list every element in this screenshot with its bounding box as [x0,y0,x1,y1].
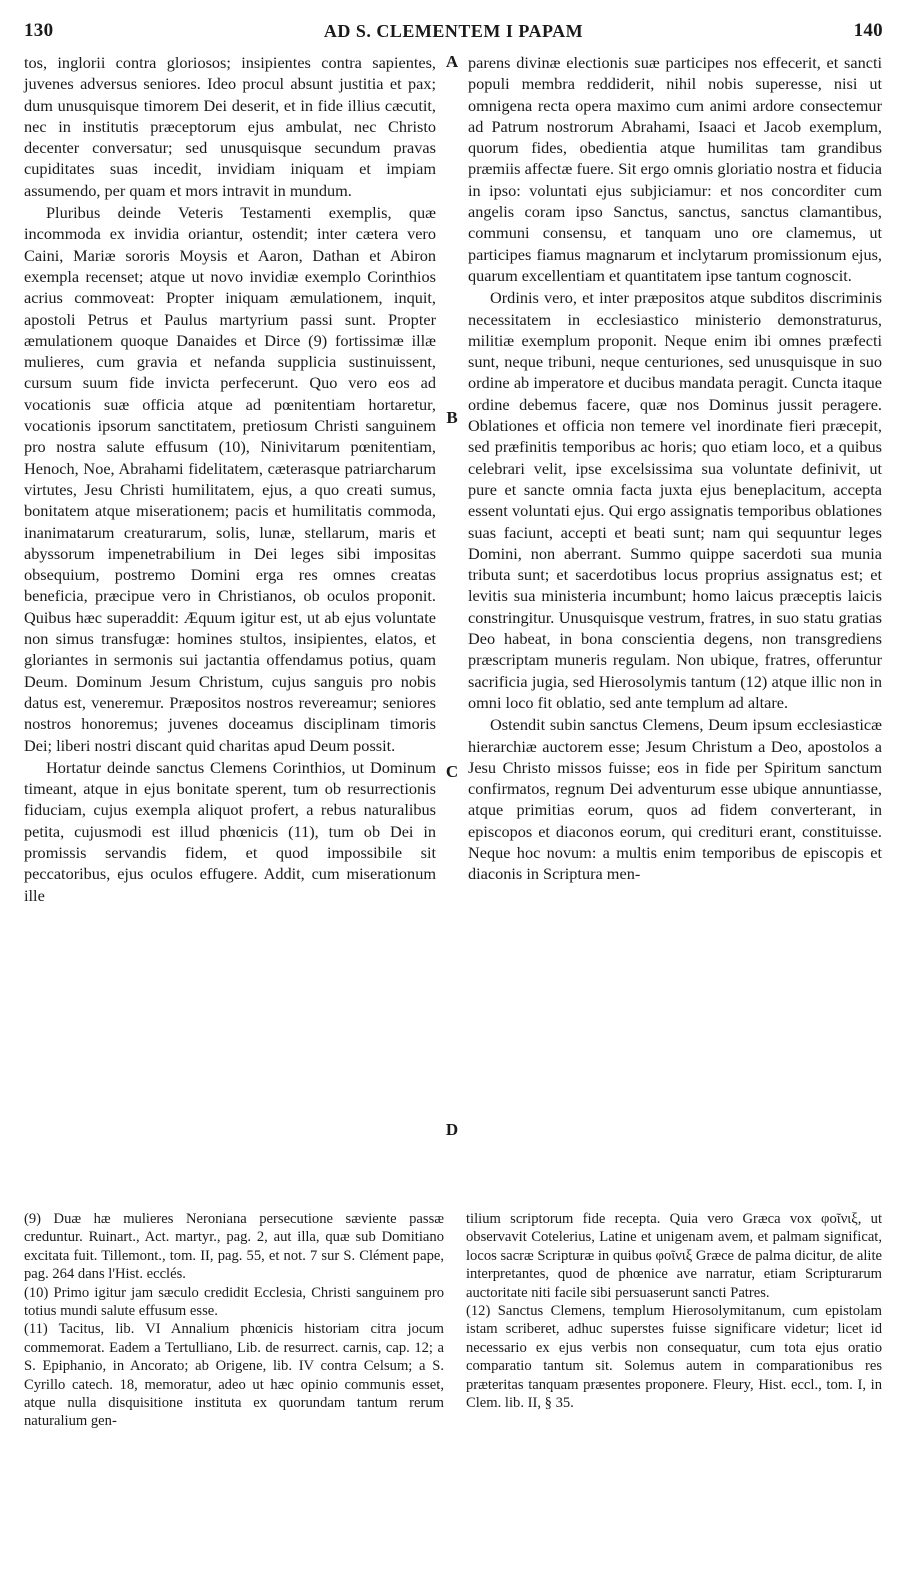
paragraph: Hortatur deinde sanctus Clemens Corinthios, ut Dominum timeant, atque in ejus bonitate sperent, tum ob resurrectionis fiduciam, cujus exempla aliquot profert, a rebus naturalibus petita, cujusmodi est illud phœnicis (11), tum ob Dei in promissis servandis fidem, et quod impossibile sit peccatoribus, ejus oculos effugere. Addit, cum miserationum ille [24,757,436,905]
paragraph: Pluribus deinde Veteris Testamenti exemplis, quæ incommoda ex invidia oriantur, ostendit; inter cætera vero Caini, Mariæ sororis Moysis et Aaron, Dathan et Abiron exempla recenset; atque ut novo invidiæ exemplo Corinthios acrius commoveat: Propter iniquam æmulationem, inquit, apostoli Petrus et Paulus martyrium passi sunt. Propter æmulationem quoque Danaides et Dirce (9) fortissimæ illæ mulieres, cum gravia et nefanda supplicia sustinuissent, cursum suum fide invicta perfecerunt. Quo vero eos ad vocationis suæ officia atque ad pœnitentiam hortaretur, vocationis ipsorum sanctitatem, pretiosum Christi sanguinem pro nostra salute effusum (10), Ninivitarum pœnitentiam, Henoch, Noe, Abrahami fidelitatem, cæterasque patriarcharum virtutes, Jesu Christi humilitatem, ejus, a quo creati sumus, bonitatem atque miserationem; pacis et humilitatis commoda, inanimatarum creaturarum, solis, lunæ, stellarum, maris et abyssorum impenetrabilium in Dei leges sibi impositas obsequium, postremo Domini erga res omnes creatas beneficia, præcipue vero in Christianos, ob oculos proponit. Quibus hæc superaddit: Æquum igitur est, ut ab ejus voluntate non simus transfugæ: homines stultos, insipientes, elatos, et gloriantes in sermonis sui jactantia offendamus potius, quam Deum. Dominum Jesum Christum, cujus sanguis pro nobis datus est, veneremur. Præpositos nostros revereamur; seniores nostros honoremus; juvenes doceamus disciplinam timoris Dei; liberi nostri discant quid charitas apud Deum possit. [24,203,436,755]
right-column [468,52,882,885]
footnotes-right [466,1210,882,1412]
paragraph: tos, inglorii contra gloriosos; insipientes contra sapientes, juvenes adversus seniores. Ideo procul absunt justitia et pax; dum unusquisque timorem Dei deserit, et in fide illius cæcutit, nec in institutis præceptorum ejus ambulat, nec Christo decenter conversatur; sed unusquisque secundum pravas cupiditates suas incedit, invidiam iniquam et impiam assumendo, per quam et mors intravit in mundum. [24,53,436,200]
footnotes-left [24,1210,444,1431]
footnote: tilium scriptorum fide recepta. Quia vero Græca vox φοῖνιξ, ut observavit Cotelerius, Latine et unigenam avem, et palmam significat, locos sacræ Scripturæ in quibus φοῖνιξ Græce de palma dicitur, de alite interpretantes, quod de phœnice ave narratur, etiam Scripturarum auctoritate niti facile sibi persuaserunt sancti Patres. [466,1211,882,1301]
margin-marker-c: C [445,762,459,781]
paragraph: Ostendit subin sanctus Clemens, Deum ipsum ecclesiasticæ hierarchiæ auctorem esse; Jesum Christum a Deo, apostolos a Jesu Christo missos fuisse; eos in fide per Spiritum sanctum confirmatos, regnum Dei adventurum esse ubique annuntiasse, atque primitias eorum, quos ad fidem converterant, in episcopos et diaconos eorum, qui credituri erant, constituisse. Neque hoc novum: a multis enim temporibus de episcopis et diaconis in Scriptura men- [468,715,882,884]
page-header [24,18,883,44]
margin-marker-a: A [445,52,459,71]
running-title: AD S. CLEMENTEM I PAPAM [323,20,584,41]
margin-marker-d: D [445,1120,459,1139]
footnote: (12) Sanctus Clemens, templum Hierosolymitanum, cum epistolam istam scriberet, adhuc superstes fuisse significare videtur; licet id necessario ex ejus verbis non consequatur, cum tota ejus oratio comparatio tantum sit. Solemus autem in comparationibus res præteritas tanquam præsentes proponere. Fleury, Hist. eccl., tom. I, in Clem. lib. II, § 35. [466,1303,882,1412]
margin-marker-b: B [446,408,458,427]
paragraph: Ordinis vero, et inter præpositos atque subditos discriminis necessitatem in ecclesiastico ministerio demonstraturus, militiæ exemplum proponit. Neque enim ibi omnes præfecti sunt, neque tribuni, neque centuriones, sed unusquisque in suo ordine ab imperatore et ducibus mandata peragit. Cuncta itaque ordine debemus facere, quæ nos Dominus jussit peragere. Oblationes et officia non temere vel inordinate fieri præcepit, sed præfinitis temporibus ac horis; quo etiam loco, et a quibus celebrari velit, ipse excelsissima sua voluntate definivit, ut pure et sancte omnia facta juxta ejus beneplacitum, accepta essent voluntati ejus. Qui ergo assignatis temporibus oblationes suas faciunt, accepti et beati sunt; nam qui sequuntur leges Domini, non aberrant. Summo quippe sacerdoti sua munia tributa sunt; et sacerdotibus locus proprius assignatus est; et levitis sua ministeria incumbunt; homo laicus præceptis laicis constringitur. Unusquisque vestrum, fratres, in suo statu gratias Deo habeat, in bona conscientia degens, non transgrediens præscriptam muneris regulam. Non ubique, fratres, offeruntur sacrificia jugia, sed Hierosolymis tantum (12) atque illic non in omni loco fit oblatio, sed ante templum ad altare. [468,288,882,712]
paragraph: parens divinæ electionis suæ participes nos effecerit, et sancti populi membra reddiderit, nihil nobis superesse, nisi ut omnigena recta opera maximo cum animi ardore consectemur ad Patrum nostrorum Abrahami, Isaaci et Jacob exemplum, quorum fides, obedientia atque humilitas tam grandibus præmiis affectæ fuere. Sit ergo omnis gloriatio nostra et fiducia in ipso: voluntati ejus subjiciamur: et nos concorditer cum angelis coram ipso Sanctus, sanctus, sanctus clamantibus, communi consensu, et tanquam uno ore clamemus, ut participes fiamus magnarum et inclytarum promissionum ejus, quarum excellentiam et quantitatem ipse tantum cognoscit. [468,53,882,285]
left-column [24,52,436,906]
page-number-left: 130 [24,20,54,41]
page-number-right: 140 [853,20,883,41]
footnote: (9) Duæ hæ mulieres Neroniana persecutione sæviente passæ creduntur. Ruinart., Act. martyr., pag. 2, aut illa, quæ sub Domitiano excitata fuit. Tillemont., tom. II, pag. 55, et not. 7 sur S. Clément pape, pag. 264 dans l'Hist. ecclés. [24,1211,444,1283]
footnote: (11) Tacitus, lib. VI Annalium phœnicis historiam citra jocum commemorat. Eadem a Tertulliano, Lib. de resurrect. carnis, cap. 12; a S. Epiphanio, in Ancorato; ab Origene, lib. IV contra Celsum; a S. Cyrillo catech. 18, memoratur, adeo ut hæc opinio communis esset, atque nulla disquisitione instituta ex quorundam tantum rerum naturalium gen- [24,1321,444,1430]
footnote: (10) Primo igitur jam sæculo credidit Ecclesia, Christi sanguinem pro totius mundi salute effusum esse. [24,1284,444,1320]
